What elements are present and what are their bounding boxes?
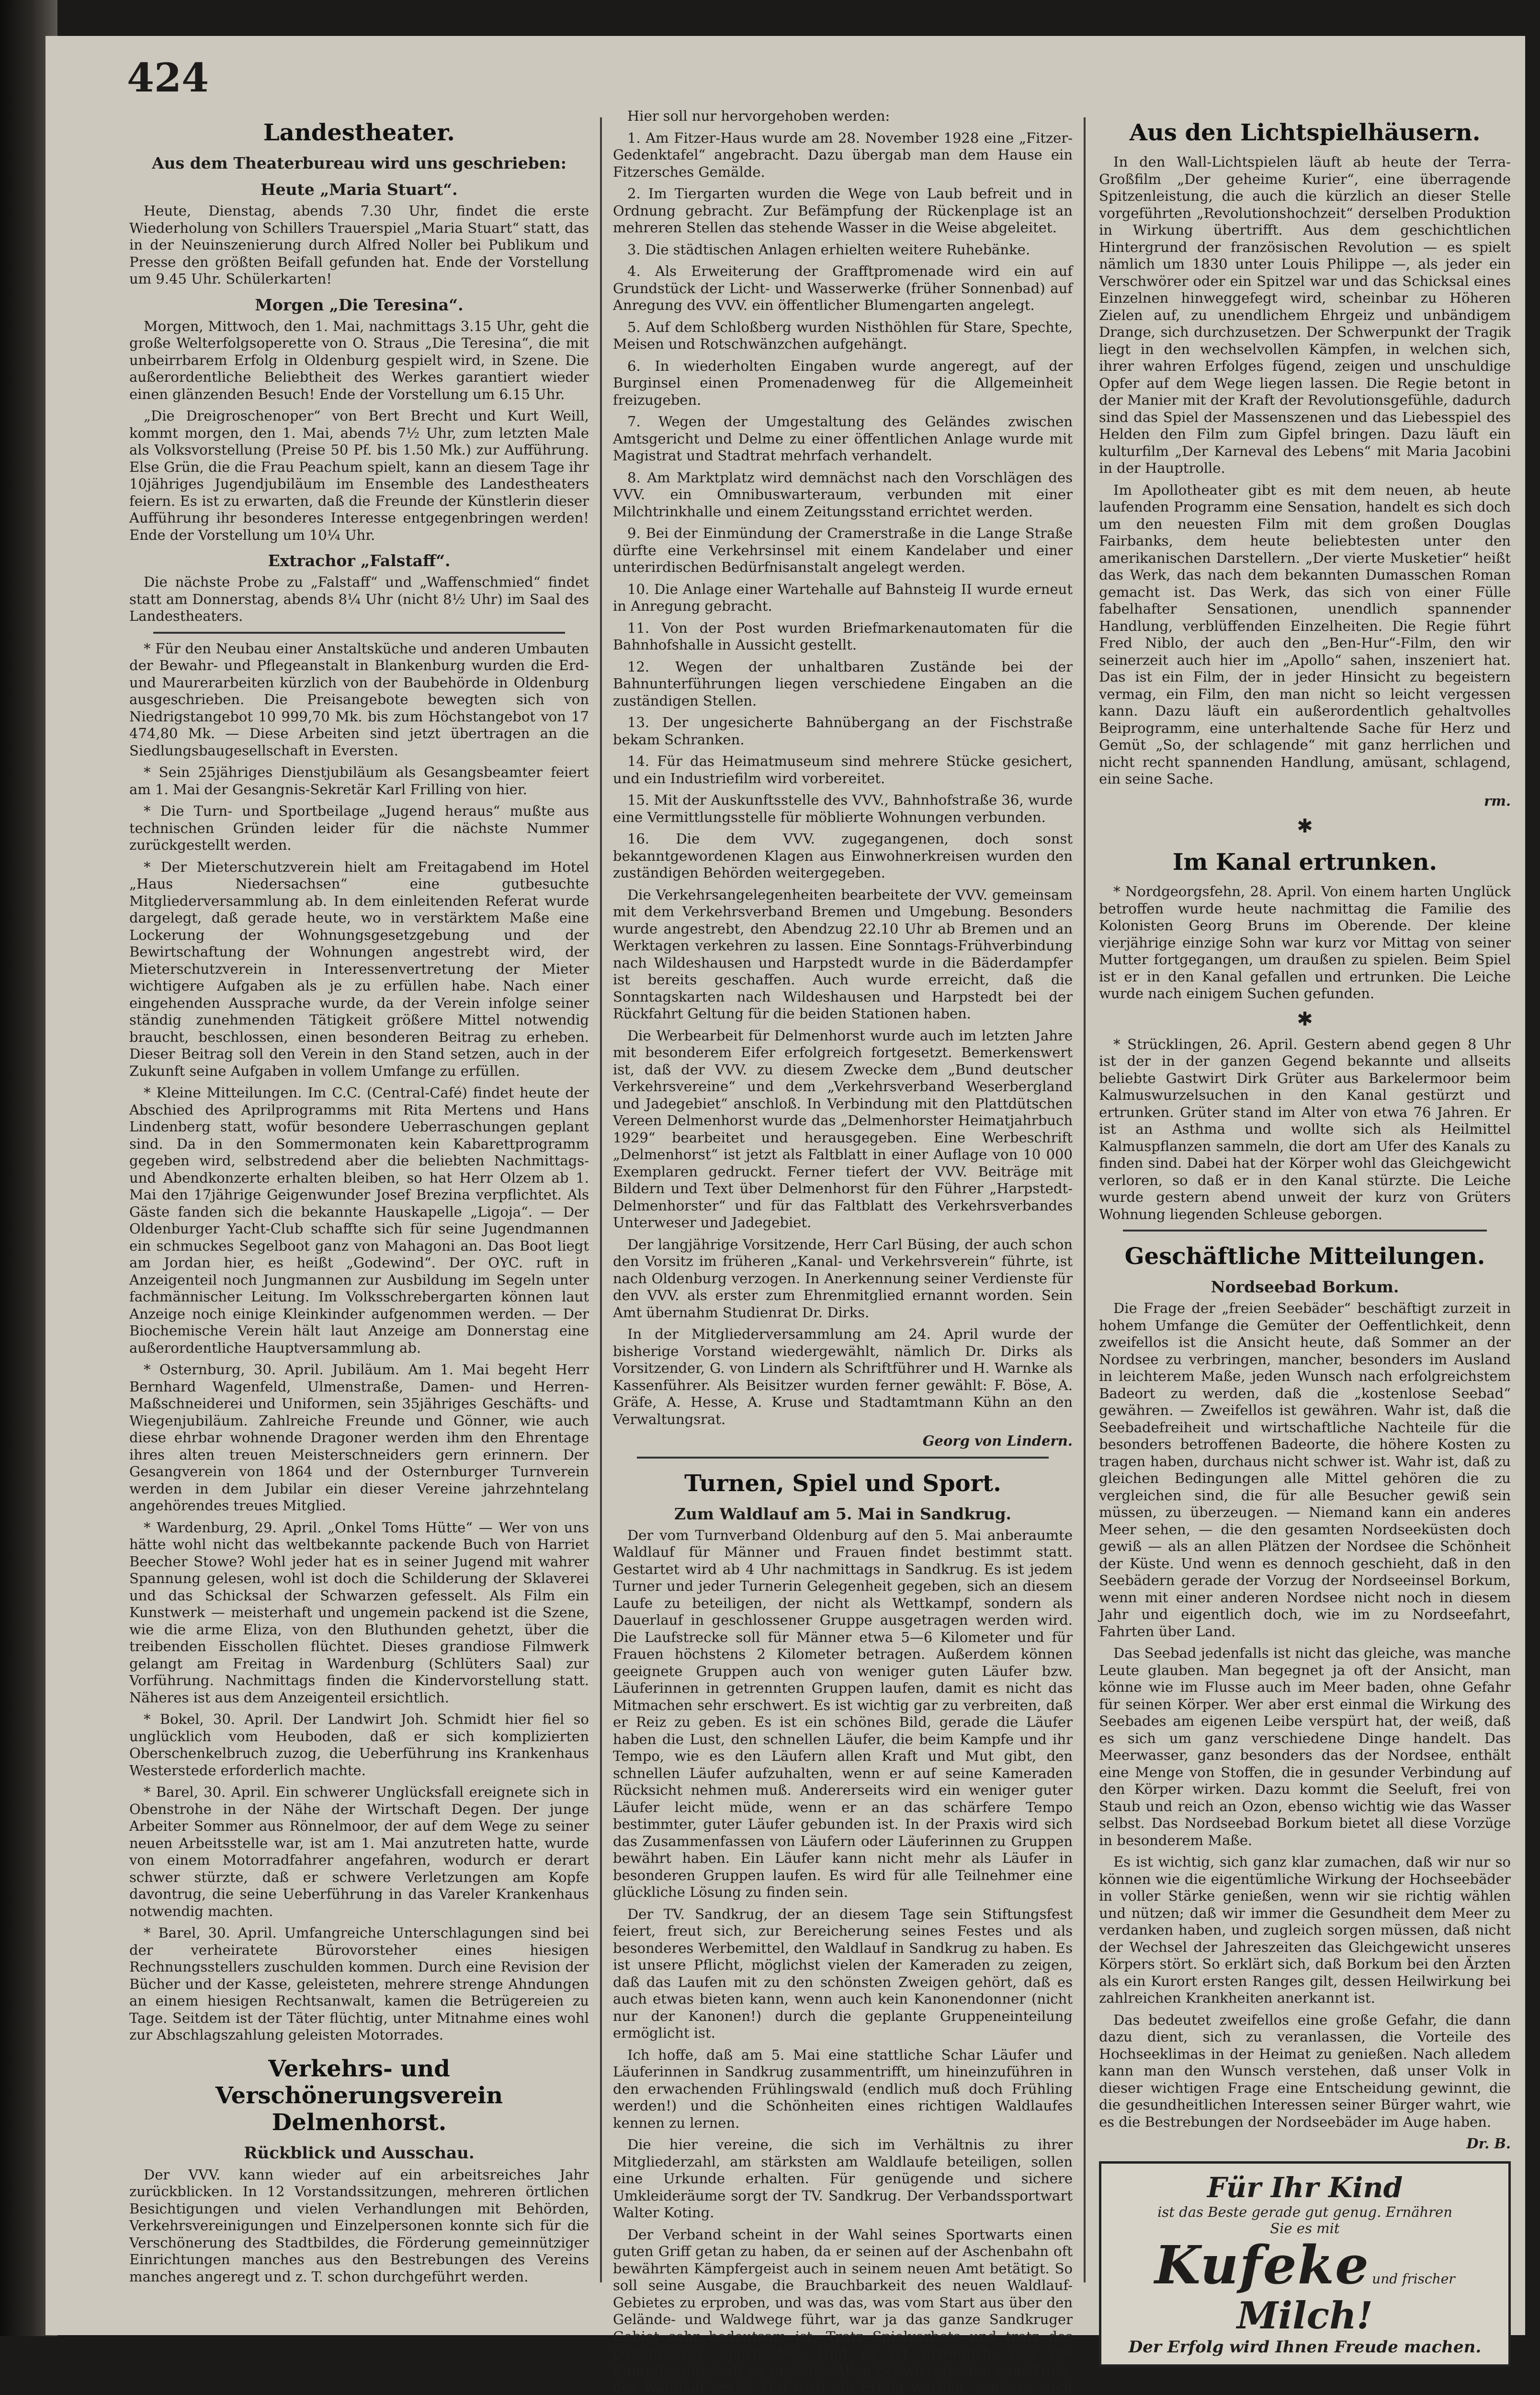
jugend-heraus-text: * Die Turn- und Sportbeilage „Jugend heraus“ mußte aus technischen Gründen leider für die nächste Nummer zurückgestellt werden. — [129, 803, 589, 854]
separator — [153, 632, 565, 634]
column-rule-1 — [600, 117, 602, 2282]
nordgeorgsfehn-text: * Nordgeorgsfehn, 28. April. Von einem harten Unglück betroffen wurde heute nachmittag die Familie des Kolonisten Georg Bruns im Oberende. Der kleine vierjährige einzige Sohn war kurz vor Mittag von seiner Mutter fortgegangen, um draußen zu spielen. Beim Spiel ist er in den Kanal gefallen und ertrunken. Die Leiche wurde nach einigem Suchen gefunden. — [1099, 883, 1511, 1003]
ad-footer: Der Erfolg wird Ihnen Freude machen. — [1110, 2338, 1500, 2357]
borkum-heading: Nordseebad Borkum. — [1099, 1277, 1511, 1296]
vvv-list-item: 9. Bei der Einmündung der Cramerstraße in die Lange Straße dürfte eine Verkehrsinsel mit einem Kandelaber und einer unterirdischen Bedürfnisanstalt angelegt werden. — [613, 525, 1073, 576]
vvv-list-item: 8. Am Marktplatz wird demnächst nach den Vorschlägen des VVV. ein Omnibuswarteraum, verbunden mit einer Milchtrinkhalle und einem Zeitungsstand errichtet werden. — [613, 469, 1073, 521]
dreigroschenoper-text: „Die Dreigroschenoper“ von Bert Brecht und Kurt Weill, kommt morgen, den 1. Mai, abends 7½ Uhr, zum letzten Male als Volksvorstellung (Preise 50 Pf. bis 1.50 Mk.) zur Aufführung. Else Grün, die die Frau Peachum spielt, kann an diesem Tage ihr 10jähriges Jugendjubiläum im Ensemble des Landestheaters feiern. Es ist zu erwarten, daß die Freunde der Künstlerin dieser Aufführung ihr besonderes Interesse entgegenbringen werden! Ende der Vorstellung um 10¼ Uhr. — [129, 408, 589, 544]
vvv-list-item: 14. Für das Heimatmuseum sind mehrere Stücke gesichert, und ein Industriefilm wird vorbereitet. — [613, 753, 1073, 787]
kleine-mitteilungen-text: * Kleine Mitteilungen. Im C.C. (Central-Café) findet heute der Abschied des Aprilprogramms mit Rita Mertens und Hans Lindenberg statt, wofür besondere Ueberraschungen geplant sind. Da in den Sommermonaten kein Kabarettprogramm gegeben wird, selbstredend aber die beliebten Nachmittags- und Abendkonzerte erhalten bleiben, so hat Herr Olzem ab 1. Mai den 17jährige Geigenwunder Josef Brezina verpflichtet. Als Gäste fanden sich die bekannte Hauskapelle „Ligoja“. — Der Oldenburger Yacht-Club schaffte sich für seine Jugendmannen ein schmuckes Segelboot ganz von Mahagoni an. Das Boot liegt am Jordan hier, es heißt „Godewind“. Der OYC. ruft in Anzeigenteil noch Jungmannen zur Ausbildung im Segeln unter fachmännischer Leitung. Im Volksschrebergarten können laut Anzeige noch einige Kleinkinder aufgenommen werden. — Der Biochemische Verein hält laut Anzeige am Donnerstag eine außerordentliche Hauptversammlung ab. — [129, 1084, 589, 1357]
vvv-list-item: 10. Die Anlage einer Wartehalle auf Bahnsteig II wurde erneut in Anregung gebracht. — [613, 581, 1073, 615]
waldlauf-text-1: Der vom Turnverband Oldenburg auf den 5. Mai anberaumte Waldlauf für Männer und Frauen findet bestimmt statt. Gestartet wird ab 4 Uhr nachmittags in Sandkrug. Es ist jedem Turner und jeder Turnerin Gelegenheit gegeben, sich an diesem Laufe zu beteiligen, der nicht als Wettkampf, sondern als Dauerlauf in geschlossener Gruppe ausgetragen werden wird. Die Laufstrecke soll für Männer etwa 5—6 Kilometer und für Frauen höchstens 2 Kilometer betragen. Außerdem können geeignete Gruppen auch von weniger guten Läufer bzw. Läuferinnen in getrennten Gruppen laufen, damit es nicht das Mitmachen sehr erschwert. Es ist wichtig gar zu verbreiten, daß er Reiz zu geben. Es ist ein schönes Bild, gerade die Läufer haben die Lust, den schnellen Läufer, die beim Kampfe und ihr Tempo, wie es den Läufern allen Kraft und Mut gibt, den schnellen Läufer aufzuhalten, wenn er auf seine Kameraden Rücksicht nehmen muß. Andererseits wird ein weniger guter Läufer leicht müde, wenn er an das schärfere Tempo bestimmter, guter Läufer gebunden ist. In der Praxis wird sich das Zusammenfassen von Läufern oder Läuferinnen zu Gruppen bewährt haben. Ein Läufer kann nicht mehr als Läufer in besonderen Gruppen laufen. Es wird für alle Teilnehmer eine glückliche Lösung zu finden sein. — [613, 1527, 1073, 1901]
vvv-list-item: 1. Am Fitzer-Haus wurde am 28. November 1928 eine „Fitzer-Gedenktafel“ angebracht. Dazu übergab man dem Hause ein Fitzersches Gemälde. — [613, 130, 1073, 181]
column-rule-2 — [1084, 117, 1086, 2282]
separator — [1123, 1230, 1487, 1232]
theater-heading: Landestheater. — [129, 119, 589, 146]
ad-milk: Milch! — [1237, 2294, 1373, 2338]
wardenburg-text: * Wardenburg, 29. April. „Onkel Toms Hütte“ — Wer von uns hätte wohl nicht das weltbekannte packende Buch von Harriet Beecher Stowe? Wohl jeder hat es in seiner Jugend mit wahrer Spannung gelesen, wohl ist doch die Schilderung der Sklaverei und das Schicksal der Schwarzen gefesselt. Als Film ein Kunstwerk — meisterhaft und ungemein packend ist die Szene, wie die arme Eliza, von den Bluthunden gehetzt, über die treibenden Eisschollen flüchtet. Dieses grandiose Filmwerk gelangt am Freitag in Wardenburg (Schlüters Saal) zur Vorführung. Nachmittags finden die Kindervorstellung statt. Näheres ist aus dem Anzeigenteil ersichtlich. — [129, 1519, 589, 1707]
ad-connector: und frischer — [1372, 2271, 1455, 2287]
vvv-list-item: 12. Wegen der unhaltbaren Zustände bei der Bahnunterführungen liegen verschiedene Eingaben an die zuständigen Stellen. — [613, 659, 1073, 710]
wall-lichtspiele-text: In den Wall-Lichtspielen läuft ab heute der Terra-Großfilm „Der geheime Kurier“, eine überragende Spitzenleistung, die auch die kürzlich an dieser Stelle vorgeführten „Revolutionshochzeit“ derselben Produktion in Wirkung übertrifft. Aus dem geschichtlichen Hintergrund der französischen Revolution — es spielt nämlich um 1830 unter Louis Philippe —, als jeder ein Verschwörer oder ein Spitzel war und das Schicksal eines Einzelnen hinweggefegt wird, scheinbar zu Höheren Zielen auf, zu unendlichem Ehrgeiz und unbändigem Drange, sich durchzusetzen. Der Schwerpunkt der Tragik liegt in den wechselvollen Kämpfen, in welchen sich, ihrer wahren Erfolges fügend, zeigen und unschuldige Opfer auf dem Wege liegen lassen. Die Regie betont in der Manier mit der Kraft der Revolutionsgefühle, dadurch sind das Spiel der Massenszenen und das Liebesspiel des Helden den Film zum Gipfel bringen. Dazu läuft ein kulturfilm „Der Karneval des Lebens“ mit Maria Jacobini in der Hauptrolle. — [1099, 154, 1511, 477]
vvv-intro: Hier soll nur hervorgehoben werden: — [613, 108, 1073, 125]
barel-unterschlagung-text: * Barel, 30. April. Umfangreiche Unterschlagungen sind bei der verheiratete Bürovorsteher eines hiesigen Rechnungsstellers zuschulden kommen. Durch eine Revision der Bücher und der Kasse, geleisteten, mehrere strenge Ahndungen an einem hiesigen Rechtsanwalt, kamen die Betrügereien zu Tage. Seitdem ist der Täter flüchtig, unter Mitnahme eines wohl zur Abschlagszahlung geleisten Motorrades. — [129, 1925, 589, 2044]
werbearbeit-text: Die Werbearbeit für Delmenhorst wurde auch im letzten Jahre mit besonderem Eifer erfolgreich fortgesetzt. Bemerkenswert ist, daß der VVV. zu diesem Zwecke dem „Bund deutscher Verkehrsvereine“ und dem „Verkehrsverband Weserbergland und Jadegebiet“ anschloß. In Verbindung mit den Plattdütschen Vereen Delmenhorst wurde das „Delmenhorster Heimatjahrbuch 1929“ bearbeitet und herausgegeben. Eine Werbeschrift „Delmenhorst“ ist jetzt als Faltblatt in einer Auflage von 10 000 Exemplaren gedruckt. Ferner tiefert der VVV. Beiträge mit Bildern und Text über Delmenhorst für den Führer „Harpstedt-Delmenhorster“ und für das Faltblatt des Verkehrsverbandes Unterweser und Jadegebiet. — [613, 1027, 1073, 1232]
page-number: 424 — [127, 55, 209, 101]
buesing-text: Der langjährige Vorsitzende, Herr Carl Büsing, der auch schon den Vorsitz im früheren „Kanal- und Verkehrsverein“ führte, ist nach Oldenburg verzogen. In Anerkennung seiner Verdienste für den VVV. als erster zum Ehrenmitglied ernannt worden. Sein Amt übernahm Studienrat Dr. Dirks. — [613, 1236, 1073, 1322]
vvv-list-item: 3. Die städtischen Anlagen erhielten weitere Ruhebänke. — [613, 241, 1073, 259]
theater-subheading: Aus dem Theaterbureau wird uns geschrieben: — [129, 154, 589, 172]
maria-stuart-text: Heute, Dienstag, abends 7.30 Uhr, findet die erste Wiederholung von Schillers Trauerspiel „Maria Stuart“ statt, das in der Neuinszenierung durch Alfred Noller bei Publikum und Presse den größten Beifall gefunden hat. Ende der Vorstellung um 9.45 Uhr. Schülerkarten! — [129, 203, 589, 288]
falstaff-heading: Extrachor „Falstaff“. — [129, 551, 589, 570]
vvv-list-item: 5. Auf dem Schloßberg wurden Nisthöhlen für Stare, Spechte, Meisen und Rotschwänzchen aufgehängt. — [613, 319, 1073, 353]
apollotheater-text: Im Apollotheater gibt es mit dem neuen, ab heute laufenden Programm eine Sensation, handelt es sich doch um den neuesten Film mit dem großen Douglas Fairbanks, dem heute beliebtesten unter den amerikanischen Darstellern. „Der vierte Musketier“ heißt das Werk, das nach dem bekannten Dumasschen Roman gemacht ist. Das Werk, das sich von einer Fülle fabelhafter Sensationen, unendlich spannender Handlung, verblüffenden Einzelheiten. Die Regie führt Fred Niblo, der auch den „Ben-Hur“-Film, den wir seinerzeit auch hier im „Apollo“ sahen, inszeniert hat. Das ist ein Film, der in jeder Hinsicht zu begeistern vermag, ein Film, den man nicht so leicht vergessen kann. Dazu läuft ein außerordentlich gehaltvolles Beiprogramm, eine unterhaltende Sache für Herz und Gemüt „So, der schlagende“ mit ganz herrlichen und nicht recht spannenden Handlung, amüsant, schlagend, ein seine Sache. — [1099, 482, 1511, 788]
teresina-text: Morgen, Mittwoch, den 1. Mai, nachmittags 3.15 Uhr, geht die große Welterfolgsoperette von O. Straus „Die Teresina“, die mit unbeirrbarem Erfolg in Oldenburg gespielt wird, in Szene. Die außerordentliche Beliebtheit des Werkes garantiert wieder einen glänzenden Besuch! Ende der Vorstellung um 6.15 Uhr. — [129, 318, 589, 403]
vvv-list-item: 7. Wegen der Umgestaltung des Geländes zwischen Amtsgericht und Delme zu einer öffentlichen Anlage wurde mit Magistrat und Stadtrat mehrfach verhandelt. — [613, 413, 1073, 465]
struecklingen-text: * Strücklingen, 26. April. Gestern abend gegen 8 Uhr ist der in der ganzen Gegend bekannte und allseits beliebte Gastwirt Dirk Grüter aus Barkelermoor beim Kalmuswurzelsuchen in den Kanal gestürzt und ertrunken. Grüter stand im Alter von etwa 76 Jahren. Er ist an Asthma und wollte sich als Heilmittel Kalmuspflanzen sammeln, die dort am Ufer des Kanals zu finden sind. Dabei hat der Körper wohl das Gleichgewicht verloren, so daß er in den Kanal stürzte. Die Leiche wurde gestern abend unweit der kurz von Grüters Wohnung liegenden Schleuse geborgen. — [1099, 1036, 1511, 1223]
waldlauf-heading: Zum Waldlauf am 5. Mai in Sandkrug. — [613, 1505, 1073, 1523]
borkum-signature: Dr. B. — [1099, 2135, 1511, 2153]
kanal-heading: Im Kanal ertrunken. — [1099, 849, 1511, 876]
mieterschutzverein-text: * Der Mieterschutzverein hielt am Freitagabend im Hotel „Haus Niedersachsen“ eine gutbesuchte Mitgliederversammlung ab. In dem einleitenden Referat wurde dargelegt, daß gerade heute, wo in verstärktem Maße eine Lockerung der Wohnungsgesetzgebung und der Bewirtschaftung der Wohnungen angestrebt wird, der Mieterschutzverein in Interessenvertretung der Mieter wichtigere Aufgaben als je zu erfüllen habe. Nach einer eingehenden Aussprache wurde, da der Verein infolge seiner ständig zunehmenden Tätigkeit größere Mittel notwendig braucht, beschlossen, einen besonderen Beitrag zu erheben. Dieser Beitrag soll den Verein in den Stand setzen, auch in der Zukunft seine Aufgaben in vollem Umfange zu erfüllen. — [129, 859, 589, 1080]
ad-line-2: Sie es mit — [1110, 2220, 1500, 2236]
vvv-list — [613, 130, 1073, 882]
vvv-list-item: 13. Der ungesicherte Bahnübergang an der Fischstraße bekam Schranken. — [613, 714, 1073, 748]
verkehrsverein-heading: Verkehrs- und Verschönerungsverein Delmenhorst. — [129, 2055, 589, 2136]
ad-headline: Für Ihr Kind — [1110, 2171, 1500, 2204]
sport-heading: Turnen, Spiel und Sport. — [613, 1470, 1073, 1497]
osternburg-text: * Osternburg, 30. April. Jubiläum. Am 1. Mai begeht Herr Bernhard Wagenfeld, Ulmenstraße, Damen- und Herren-Maßschneiderei und Uniformen, sein 35jähriges Geschäfts- und Wiegenjubiläum. Zahlreiche Freunde und Gönner, wie auch diese ehrbar wohnende Dragoner werden ihm den Ehrentage ihres alten treuen Meisterschneiders gern erinnern. Der Gesangverein von 1864 und der Osternburger Turnverein werden in dem Jubilar ein dieser Vereine jahrzehntelang angehörendes treues Mitglied. — [129, 1361, 589, 1515]
falstaff-text: Die nächste Probe zu „Falstaff“ und „Waffenschmied“ findet statt am Donnerstag, abends 8¼ Uhr (nicht 8½ Uhr) im Saal des Landestheaters. — [129, 574, 589, 625]
author-signature: Georg von Lindern. — [613, 1433, 1073, 1450]
borkum-text-3: Es ist wichtig, sich ganz klar zumachen, daß wir nur so können wie die eigentümliche Wirkung der Hochseebäder in voller Stärke genießen, wenn wir sie richtig wählen und nützen; daß wir immer die Gesundheit dem Meer zu verdanken haben, und zugleich sorgen müssen, daß nicht der Wechsel der Jahreszeiten das Gleichgewicht unseres Körpers stört. So erklärt sich, daß Borkum bei den Ärzten als ein Kurort ersten Ranges gilt, dessen Heilwirkung bei zahlreichen Krankheiten anerkannt ist. — [1099, 1854, 1511, 2007]
dienstjubilaeum-text: * Sein 25jähriges Dienstjubiläum als Gesangsbeamter feiert am 1. Mai der Gesangnis-Sekretär Karl Frilling von hier. — [129, 764, 589, 798]
verband-text: Der Verband scheint in der Wahl seines Sportwarts einen guten Griff getan zu haben, da er seinen auf der Aschenbahn oft bewährten Kämpfergeist auch in seinem neuen Amt betätigt. So soll seine Ausgabe, die Brauchbarkeit des neuen Waldlauf-Gebietes zu erproben, und was das, was vom Start aus über den Gelände- und Waldwege führt, war ja das ganze Sandkruger Gebiet sehr bedeutsam ist. Trotz Spielverbots und trotz des Osnabrücker Sportfestes. Und es ist erfreulich, daß die Kampfbereitschaft so groß ist. Allen Schwierigkeiten zum Trotz, der Waldlauf am 5. Mai wird ein Erfolg werden, sondern auch — [613, 2226, 1073, 2395]
verkehrsverein-text: Der VVV. kann wieder auf ein arbeitsreiches Jahr zurückblicken. In 12 Vorstandssitzungen, mehreren örtlichen Besichtigungen und vielen Verhandlungen mit Behörden, Verkehrsvereinigungen und Einzelpersonen konnte sich für die Verschönerung des Stadtbildes, die Förderung gemeinnütziger Einrichtungen manches aus den Bestrebungen des Vereins manches angeregt und z. T. schon durchgeführt werden. — [129, 2167, 589, 2286]
blankenburg-text: * Für den Neubau einer Anstaltsküche und anderen Umbauten der Bewahr- und Pflegeanstalt in Blankenburg wurden die Erd- und Maurerarbeiten kürzlich von der Baubehörde in Oldenburg ausgeschrieben. Die Preisangebote bewegten sich von Niedrigstangebot 10 999,70 Mk. bis zum Höchstangebot von 17 474,80 Mk. — Diese Arbeiten sind jetzt übertragen an die Siedlungsbaugesellschaft in Eversten. — [129, 640, 589, 760]
borkum-text-2: Das Seebad jedenfalls ist nicht das gleiche, was manche Leute glauben. Man begegnet ja oft der Ansicht, man könne wie im Flusse auch im Meer baden, ohne Gefahr für seinen Körper. Wer aber erst einmal die Wirkung des Seebades am eigenen Leibe verspürt hat, der weiß, daß es sich um ganz verschiedene Dinge handelt. Das Meerwasser, ganz besonders das der Nordsee, enthält eine Menge von Stoffen, die in gesunder Verbindung auf den Körper wirken. Dazu kommt die Seeluft, frei von Staub und reich an Ozon, ebenso wichtig wie das Wasser selbst. Das Nordseebad Borkum bietet all diese Vorzüge in besonderem Maße. — [1099, 1645, 1511, 1849]
mitgliederversammlung-text: In der Mitgliederversammlung am 24. April wurde der bisherige Vorstand wiedergewählt, nämlich Dr. Dirks als Vorsitzender, G. von Lindern als Schriftführer und H. Warnke als Kassenführer. Als Beisitzer wurden ferner gewählt: F. Böse, A. Gräfe, A. Hesse, A. Kruse und Stadtamtmann Kühn an den Verwaltungsrat. — [613, 1326, 1073, 1428]
borkum-text-1: Die Frage der „freien Seebäder“ beschäftigt zurzeit in hohem Umfange die Gemüter der Oeffentlichkeit, denn zweifellos ist die Ansicht heute, daß Sommer an der Nordsee zu verbringen, mancher, besonders im Ausland in leichterem Maße, jeden Wunsch nach erfolgreichstem Badeort zu werden, daß die „kostenlose Seebad“ gewähren. — Zweifellos ist gewähren. Wahr ist, daß die Seebadefreiheit und wirtschaftliche Nachteile für die besonders betroffenen Badeorte, die höhere Kosten zu tragen haben, durchaus nicht schwer ist. Wahr ist, daß zu gleichen Bedingungen alle Mittel gehören die zu vergleichen sind, die für alle Besucher gewiß sein müssen, zu überzeugen. — Niemand kann ein anderes Meer sehen, — die den gesamten Nordseeküsten doch gewiß — als an allen Plätzen der Nordsee die Schönheit der Küste. Und wenn es dennoch geschieht, daß in den Seebädern gerade der Vorzug der Nordseeinsel Borkum, wenn mit einer anderen Nordsee nicht noch in diesem Jahr und eigentlich doch, wie im zu Nordseefahrt, Fahrten über Land. — [1099, 1300, 1511, 1640]
column-1 — [129, 108, 589, 2311]
maria-stuart-heading: Heute „Maria Stuart“. — [129, 180, 589, 199]
newspaper-page — [45, 36, 1525, 2335]
ad-brand-name: Kufeke — [1155, 2234, 1370, 2296]
vvv-list-item: 11. Von der Post wurden Briefmarkenautomaten für die Bahnhofshalle in Aussicht gestellt. — [613, 620, 1073, 654]
star-divider-icon: ✱ — [1099, 1008, 1511, 1030]
verkehrsverein-subheading: Rückblick und Ausschau. — [129, 2144, 589, 2163]
column-3 — [1099, 108, 1511, 2311]
teresina-heading: Morgen „Die Teresina“. — [129, 296, 589, 314]
vereine-text: Die hier vereine, die sich im Verhältnis zu ihrer Mitgliederzahl, am stärksten am Waldlaufe beteiligen, sollen eine Urkunde erhalten. Für genügende und sichere Umkleideräume sorgt der TV. Sandkrug. Der Verbandssportwart Walter Koting. — [613, 2136, 1073, 2222]
lichtspiel-heading: Aus den Lichtspielhäusern. — [1099, 119, 1511, 146]
barel-unfall-text: * Barel, 30. April. Ein schwerer Unglücksfall ereignete sich in Obenstrohe in der Nähe der Wirtschaft Degen. Der junge Arbeiter Sommer aus Rönnelmoor, der auf dem Wege zu seiner neuen Arbeitsstelle war, ist am 1. Mai anzutreten hatte, wurde von einem Motorradfahrer angefahren, wodurch er derart schwer stürzte, daß er schwere Verletzungen am Kopfe davontrug, die seine Ueberführung in das Vareler Krankenhaus notwendig machten. — [129, 1784, 589, 1920]
kino-signature: rm. — [1099, 793, 1511, 810]
borkum-text-4: Das bedeutet zweifellos eine große Gefahr, die dann dazu dient, sich zu veranlassen, die Vorteile des Hochseeklimas in der Heimat zu genießen. Nach alledem kann man den Wunsch verstehen, daß unser Volk in dieser wichtigen Frage eine Entscheidung gewinnt, die die gesundheitlichen Interessen seiner Bürger wahrt, wie es die Bestrebungen der Nordseebäder im Auge haben. — [1099, 2012, 1511, 2131]
geschaeftliche-heading: Geschäftliche Mitteilungen. — [1099, 1243, 1511, 1270]
verkehr-text: Die Verkehrsangelegenheiten bearbeitete der VVV. gemeinsam mit dem Verkehrsverband Bremen und Umgebung. Besonders wurde angestrebt, den Abendzug 22.10 Uhr ab Bremen und an Werktagen verkehren zu lassen. Eine Sonntags-Frühverbindung nach Wildeshausen und Harpstedt wurde in die Bäderdampfer ist bereits geschaffen. Auch wurde erreicht, daß die Sonntagskarten nach Wildeshausen und Harpstedt bei der Rückfahrt Geltung für die beiden Stationen haben. — [613, 887, 1073, 1023]
waldlauf-text-3: Ich hoffe, daß am 5. Mai eine stattliche Schar Läufer und Läuferinnen in Sandkrug zusammentrifft, um hineinzuführen in den erwachenden Frühlingswald (endlich muß doch Frühling werden!) und die Schönheiten eines richtigen Waldlaufes kennen zu lernen. — [613, 2047, 1073, 2132]
star-divider-icon: ✱ — [1099, 815, 1511, 837]
ad-line-1: ist das Beste gerade gut genug. Ernähren — [1110, 2204, 1500, 2220]
kufeke-advertisement — [1099, 2161, 1511, 2367]
vvv-list-item: 2. Im Tiergarten wurden die Wege von Laub befreit und in Ordnung gebracht. Zur Befämpfung der Rückenplage ist an mehreren Stellen das stehende Wasser in die Weise abgeleitet. — [613, 185, 1073, 237]
vvv-list-item: 16. Die dem VVV. zugegangenen, doch sonst bekanntgewordenen Klagen aus Einwohnerkreisen wurden den zuständigen Behörden weitergegeben. — [613, 831, 1073, 882]
vvv-list-item: 4. Als Erweiterung der Grafftpromenade wird ein auf Grundstück der Licht- und Wasserwerke (früher Sonnenbad) auf Anregung des VVV. ein öffentlicher Blumengarten angelegt. — [613, 263, 1073, 314]
vvv-list-item: 6. In wiederholten Eingaben wurde angeregt, auf der Burginsel einen Promenadenweg für die Allgemeinheit freizugeben. — [613, 358, 1073, 409]
bokel-text: * Bokel, 30. April. Der Landwirt Joh. Schmidt hier fiel so unglücklich vom Heuboden, daß er sich komplizierten Oberschenkelbruch zuzog, die Ueberführung ins Krankenhaus Westerstede erforderlich machte. — [129, 1711, 589, 1779]
separator — [637, 1457, 1049, 1459]
waldlauf-text-2: Der TV. Sandkrug, der an diesem Tage sein Stiftungsfest feiert, freut sich, zur Bereicherung seines Festes und als besonderes Werbemittel, den Waldlauf in Sandkrug zu haben. Es ist unsere Pflicht, möglichst vielen der Kameraden zu zeigen, daß das Laufen mit zu den schönsten Zweigen gehört, daß es auch etwas bieten kann, wenn auch kein Kanonendonner (nicht nur der Kanonen!) durch die geplante Gruppeneinteilung ermöglicht ist. — [613, 1906, 1073, 2042]
vvv-list-item: 15. Mit der Auskunftsstelle des VVV., Bahnhofstraße 36, wurde eine Vermittlungsstelle für möblierte Wohnungen verbunden. — [613, 792, 1073, 826]
column-2 — [613, 108, 1073, 2311]
